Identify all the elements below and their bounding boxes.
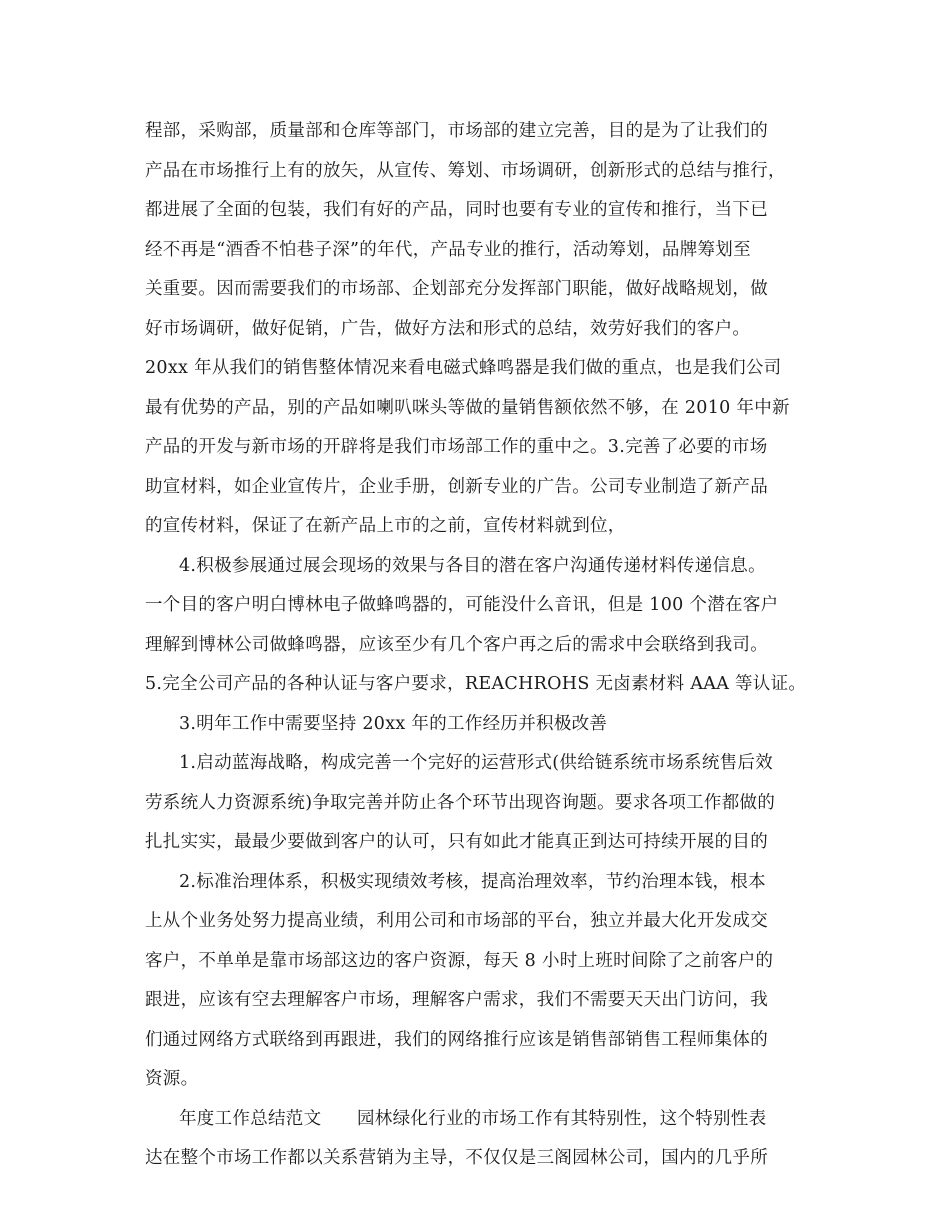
text-line: 理解到博林公司做蜂鸣器，应该至少有几个客户再之后的需求中会联络到我司。 [145,634,768,655]
text-line: 们通过网络方式联络到再跟进，我们的网络推行应该是销售部销售工程师集体的 [145,1029,768,1050]
text-line: 客户，不单单是靠市场部这边的客户资源，每天 8 小时上班时间除了之前客户的 [145,950,774,971]
text-line: 一个目的客户明白博林电子做蜂鸣器的，可能没什么音讯，但是 100 个潜在客户 [145,595,779,615]
text-line: 4.积极参展通过展会现场的效果与各目的潜在客户沟通传递材料传递信息。 [179,555,766,576]
text-line: 20xx 年从我们的销售整体情况来看电磁式蜂鸣器是我们做的重点，也是我们公司 [145,358,782,378]
text-line: 产品的开发与新市场的开辟将是我们市场部工作的重中之。3.完善了必要的市场 [145,437,768,457]
text-line: 扎扎实实，最最少要做到客户的认可，只有如此才能真正到达可持续开展的目的 [145,832,768,852]
text-line: 产品在市场推行上有的放矢，从宣传、筹划、市场调研，创新形式的总结与推行， [145,160,786,181]
text-line: 3.明年工作中需要坚持 20xx 年的工作经历并积极改善 [179,713,608,734]
text-line: 的宣传材料，保证了在新产品上市的之前，宣传材料就到位， [145,516,626,536]
text-line: 达在整个市场工作都以关系营销为主导，不仅仅是三阁园林公司，国内的几乎所 [145,1148,768,1168]
text-line: 2.标准治理体系，积极实现绩效考核，提高治理效率，节约治理本钱，根本 [179,871,766,892]
text-line: 好市场调研，做好促销，广告，做好方法和形式的总结，效劳好我们的客户。 [145,318,751,339]
text-line: 1.启动蓝海战略，构成完善一个完好的运营形式(供给链系统市场系统售后效 [179,753,774,773]
text-line: 5.完全公司产品的各种认证与客户要求，REACHROHS 无卤素材料 AAA 等认证。 [145,674,807,694]
text-line: 助宣材料，如企业宣传片，企业手册，创新专业的广告。公司专业制造了新产品 [145,476,768,497]
text-line: 资源。 [145,1069,199,1089]
text-line: 都进展了全面的包装，我们有好的产品，同时也要有专业的宣传和推行，当下已 [145,200,768,220]
text-line: 经不再是“酒香不怕巷子深”的年代，产品专业的推行，活动筹划，品牌筹划至 [145,239,751,260]
text-line: 劳系统人力资源系统)争取完善并防止各个环节出现咨询题。要求各项工作都做的 [145,792,776,813]
text-line: 跟进，应该有空去理解客户市场，理解客户需求，我们不需要天天出门访问，我 [145,990,768,1010]
text-line: 关重要。因而需要我们的市场部、企划部充分发挥部门职能，做好战略规划，做 [145,279,768,299]
text-line: 上从个业务处努力提高业绩，利用公司和市场部的平台，独立并最大化开发成交 [145,911,768,931]
document-body [145,112,815,1179]
text-line: 最有优势的产品，别的产品如喇叭咪头等做的量销售额依然不够，在 2010 年中新 [145,397,790,418]
text-line: 年度工作总结范文 园林绿化行业的市场工作有其特别性，这个特别性表 [179,1108,767,1129]
text-line: 程部，采购部，质量部和仓库等部门，市场部的建立完善，目的是为了让我们的 [145,121,768,141]
